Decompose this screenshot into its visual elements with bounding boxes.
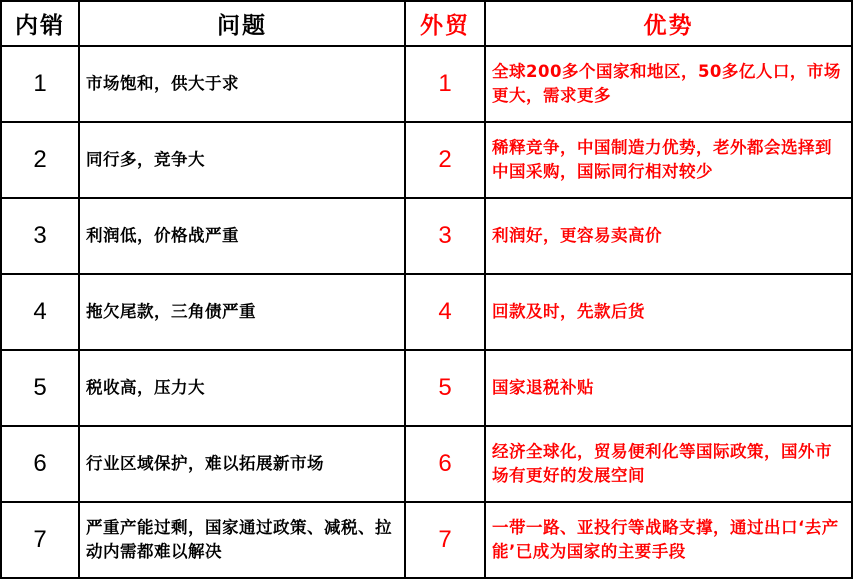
row-1-advantage: 全球200多个国家和地区，50多亿人口，市场更大，需求更多	[486, 47, 853, 123]
row-7-domestic-number: 7	[0, 503, 80, 579]
row-1-problem: 市场饱和，供大于求	[80, 47, 406, 123]
row-3-domestic-number: 3	[0, 199, 80, 275]
row-6-domestic-number: 6	[0, 427, 80, 503]
row-6-problem: 行业区域保护，难以拓展新市场	[80, 427, 406, 503]
row-3-foreign-number: 3	[406, 199, 486, 275]
header-foreign: 外贸	[406, 0, 486, 47]
row-2-domestic-number: 2	[0, 123, 80, 199]
row-7-advantage: 一带一路、亚投行等战略支撑，通过出口‘去产能’已成为国家的主要手段	[486, 503, 853, 579]
row-5-foreign-number: 5	[406, 351, 486, 427]
row-3-problem: 利润低，价格战严重	[80, 199, 406, 275]
row-2-problem: 同行多，竞争大	[80, 123, 406, 199]
row-6-advantage: 经济全球化，贸易便利化等国际政策，国外市场有更好的发展空间	[486, 427, 853, 503]
row-5-domestic-number: 5	[0, 351, 80, 427]
row-1-domestic-number: 1	[0, 47, 80, 123]
header-advantage: 优势	[486, 0, 853, 47]
header-problem: 问题	[80, 0, 406, 47]
row-4-problem: 拖欠尾款，三角债严重	[80, 275, 406, 351]
row-6-foreign-number: 6	[406, 427, 486, 503]
row-4-advantage: 回款及时，先款后货	[486, 275, 853, 351]
row-3-advantage: 利润好，更容易卖高价	[486, 199, 853, 275]
row-7-problem: 严重产能过剩，国家通过政策、减税、拉动内需都难以解决	[80, 503, 406, 579]
row-5-problem: 税收高，压力大	[80, 351, 406, 427]
row-2-foreign-number: 2	[406, 123, 486, 199]
row-1-foreign-number: 1	[406, 47, 486, 123]
row-7-foreign-number: 7	[406, 503, 486, 579]
row-4-domestic-number: 4	[0, 275, 80, 351]
header-domestic: 内销	[0, 0, 80, 47]
row-2-advantage: 稀释竞争，中国制造力优势，老外都会选择到中国采购，国际同行相对较少	[486, 123, 853, 199]
row-4-foreign-number: 4	[406, 275, 486, 351]
row-5-advantage: 国家退税补贴	[486, 351, 853, 427]
